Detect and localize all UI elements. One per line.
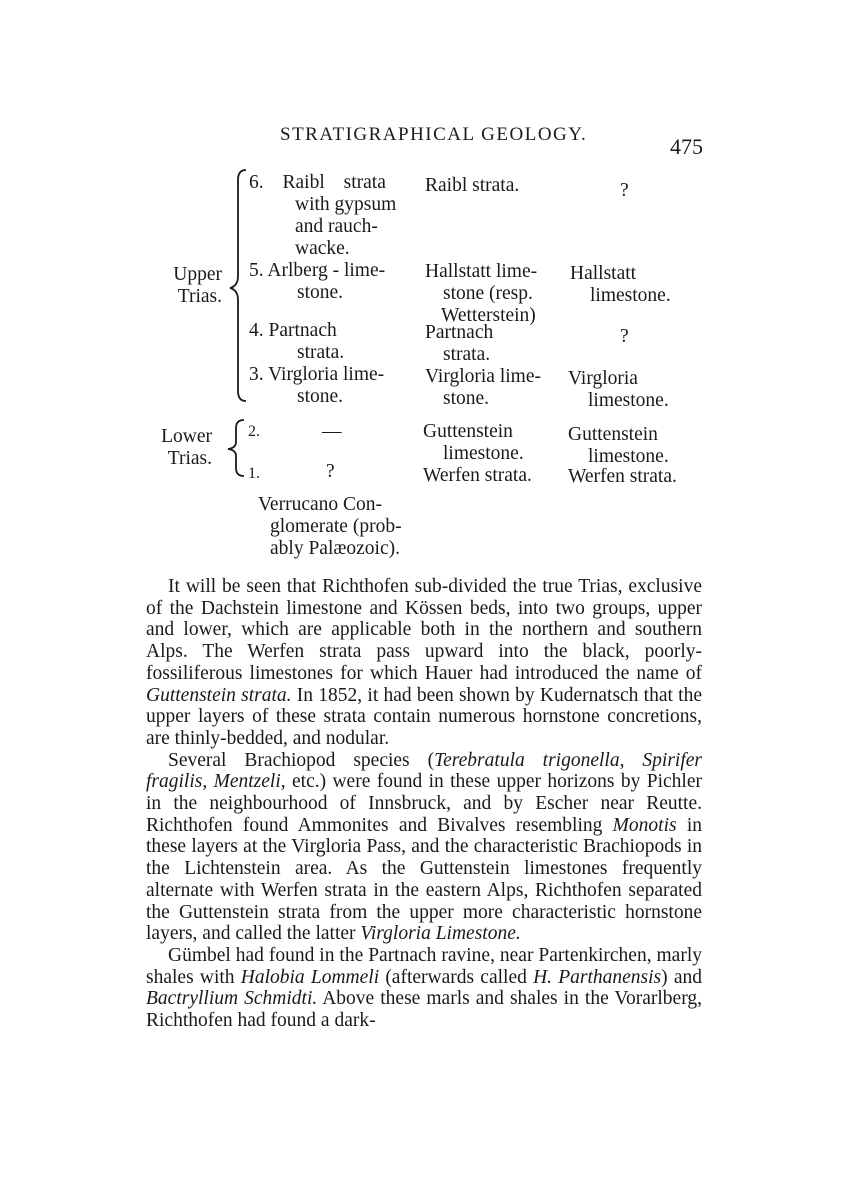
row-3-col1-line1: 3. Virgloria lime- xyxy=(249,364,385,385)
paragraph-1: It will be seen that Richthofen sub-divided the true Trias, exclusive of the Dachstein limestone and Kössen beds, into two groups, upper and lower, which are applicable both in the northern and southern Alps. The Werfen strata pass upward into the black, poorly-fossiliferous limestones for which Hauer had introduced the name of Guttenstein strata. In 1852, it had been shown by Kudernatsch that the upper layers of these strata contain numerous hornstone concretions, are thinly-bedded, and nodular. xyxy=(146,576,702,749)
row-4-col1-line2: strata. xyxy=(297,342,345,363)
upper-trias-brace xyxy=(226,168,248,403)
row-4-col2-line1: Partnach xyxy=(425,322,494,343)
lower-trias-brace xyxy=(224,418,246,478)
row-5-col1-line1: 5. Arlberg - lime- xyxy=(249,260,386,281)
row-1-col1-query: ? xyxy=(326,461,335,482)
row-6-col1-line4: wacke. xyxy=(295,238,350,259)
row-6-col2-line1: Raibl strata. xyxy=(425,175,520,196)
row-5-col3-line1: Hallstatt xyxy=(570,263,637,284)
row-6-col1-line3: and rauch- xyxy=(295,216,378,237)
row-6-col3: ? xyxy=(620,180,629,201)
group-label-upper: Upper Trias. xyxy=(173,264,222,307)
row-4-col2-line2: strata. xyxy=(443,344,491,365)
row-2-col1-dash: — xyxy=(322,421,342,442)
row-2-col2-line1: Guttenstein xyxy=(423,421,513,442)
row-3-col3-line1: Virgloria xyxy=(568,368,638,389)
row-1-col2-line1: Werfen strata. xyxy=(423,465,532,486)
row-2-col1-number: 2. xyxy=(248,423,260,440)
row-5-col3-line2: limestone. xyxy=(590,285,671,306)
running-title: STRATIGRAPHICAL GEOLOGY. xyxy=(280,124,588,145)
row-1-col3-line1: Werfen strata. xyxy=(568,466,677,487)
row-5-col2-line2: stone (resp. xyxy=(443,283,533,304)
row-6-col1-line1: 6. Raibl strata xyxy=(249,172,386,193)
row-2-col2-line2: limestone. xyxy=(443,443,524,464)
row-2-col3-line2: limestone. xyxy=(588,446,669,467)
row-3-col2-line1: Virgloria lime- xyxy=(425,366,541,387)
row-2-col3-line1: Guttenstein xyxy=(568,424,658,445)
row-5-col2-line1: Hallstatt lime- xyxy=(425,261,538,282)
row-3-col3-line2: limestone. xyxy=(588,390,669,411)
page-number: 475 xyxy=(670,134,703,159)
row-5-col1-line2: stone. xyxy=(297,282,344,303)
row-5-col2-line3: Wetterstein) xyxy=(441,305,536,326)
row-1-col1-number: 1. xyxy=(248,465,260,482)
body-text xyxy=(146,576,702,1032)
group-label-lower: Lower Trias. xyxy=(161,426,212,469)
row-4-col1-line1: 4. Partnach xyxy=(249,320,337,341)
row-6-col1-line2: with gypsum xyxy=(295,194,397,215)
row-4-col3: ? xyxy=(620,326,629,347)
row-3-col2-line2: stone. xyxy=(443,388,490,409)
paragraph-2: Several Brachiopod species (Terebratula trigonella, Spirifer fragilis, Mentzeli, etc.) were found in these upper horizons by Pichler in the neighbourhood of Innsbruck, and by Escher near Reutte. Richthofen found Ammonites and Bivalves resembling Monotis in these layers at the Virgloria Pass, and the characteristic Brachiopods in the Lichtenstein area. As the Guttenstein limestones frequently alternate with Werfen strata in the eastern Alps, Richthofen separated the Guttenstein strata from the upper more characteristic hornstone layers, and called the latter Virgloria Limestone. xyxy=(146,749,703,945)
row-3-col1-line2: stone. xyxy=(297,386,344,407)
paragraph-3: Gümbel had found in the Partnach ravine, near Partenkirchen, marly shales with Halobia Lommeli (afterwards called H. Parthanensis) and Bactryllium Schmidti. Above these marls and shales in the Vorarlberg, Richthofen had found a dark- xyxy=(146,944,702,1032)
